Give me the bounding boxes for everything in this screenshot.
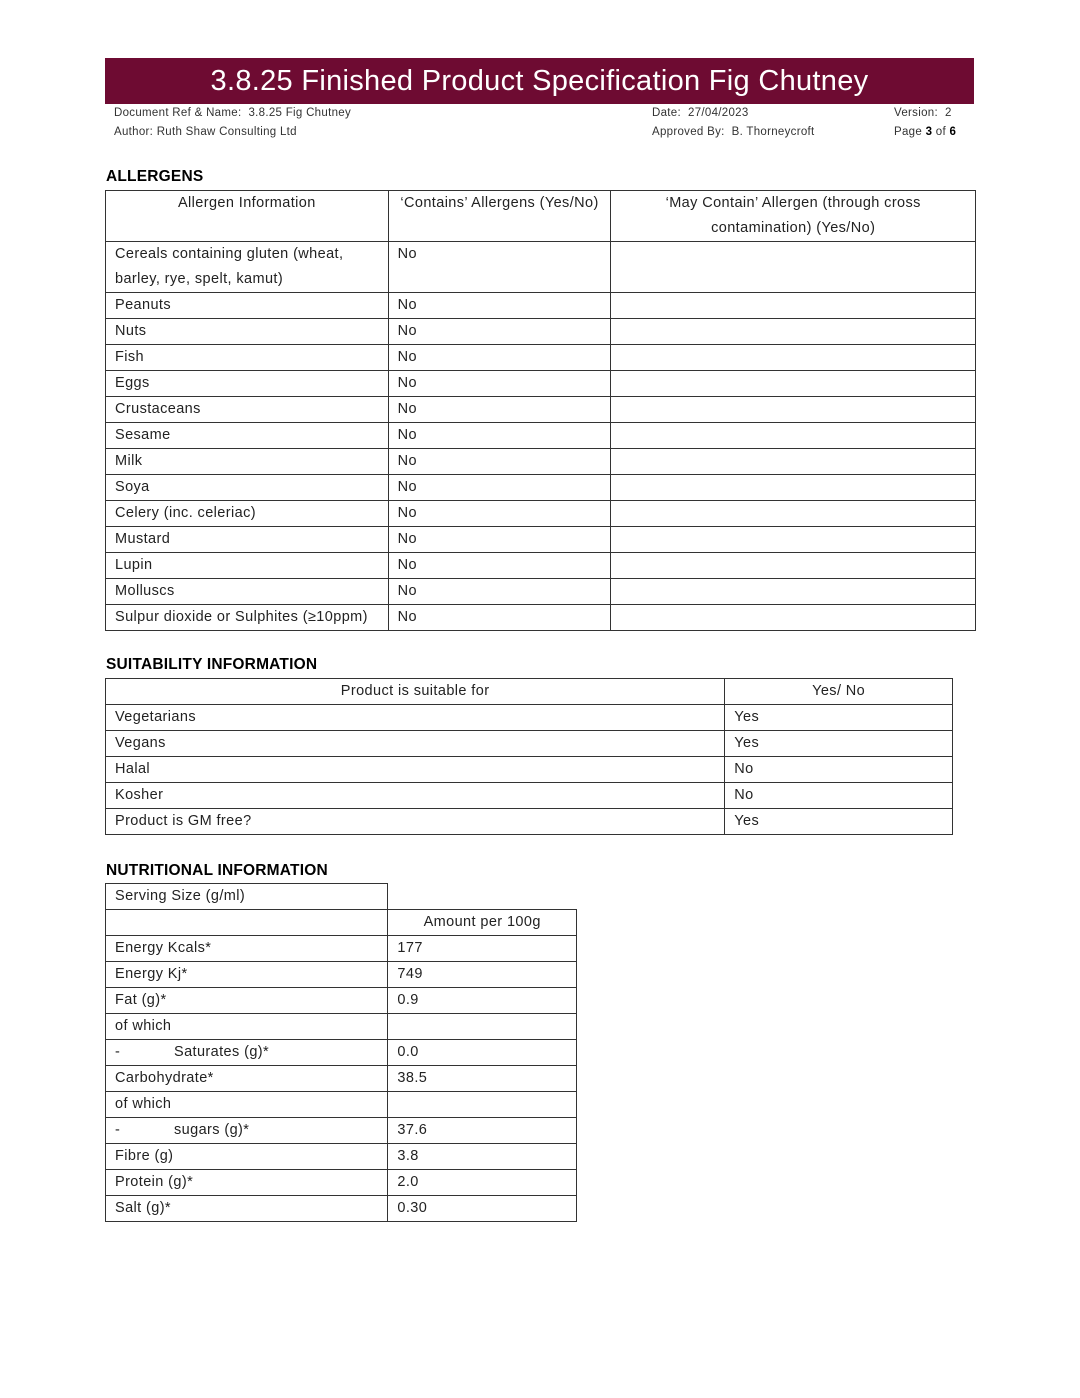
table-row <box>106 1118 577 1144</box>
page-of: of <box>935 126 946 138</box>
allergen-contains: No <box>388 553 611 579</box>
nutrient-label-cell <box>106 1144 388 1170</box>
nutrient-label-cell <box>106 1196 388 1222</box>
nutrient-label: Energy Kj* <box>115 966 188 982</box>
approved-by <box>652 126 815 138</box>
allergen-name: Crustaceans <box>106 397 389 423</box>
suitability-category: Vegans <box>106 731 725 757</box>
allergen-contains: No <box>388 605 611 631</box>
table-row <box>106 449 976 475</box>
allergens-table <box>105 190 976 631</box>
table-row <box>106 1196 577 1222</box>
table-row <box>106 936 577 962</box>
allergen-contains: No <box>388 423 611 449</box>
nutrient-label: Fibre (g) <box>115 1148 174 1164</box>
nutrient-label-cell <box>106 1040 388 1066</box>
nutrient-value: 38.5 <box>388 1066 577 1092</box>
nutrient-label: Salt (g)* <box>115 1200 171 1216</box>
doc-ref <box>114 107 351 119</box>
allergen-name: Fish <box>106 345 389 371</box>
nutrient-value <box>388 1092 577 1118</box>
nutrient-value: 0.30 <box>388 1196 577 1222</box>
allergen-may-contain <box>611 371 976 397</box>
allergen-contains: No <box>388 501 611 527</box>
table-row <box>106 809 953 835</box>
page-current: 3 <box>925 126 933 138</box>
author <box>114 126 297 138</box>
allergen-contains: No <box>388 371 611 397</box>
table-row <box>106 553 976 579</box>
table-row <box>106 731 953 757</box>
allergen-name: Mustard <box>106 527 389 553</box>
serving-size-empty <box>388 884 577 910</box>
allergen-may-contain <box>611 553 976 579</box>
allergen-name: Molluscs <box>106 579 389 605</box>
nutrient-label: Fat (g)* <box>115 992 167 1008</box>
suitability-value: No <box>725 757 953 783</box>
nutrient-label-cell <box>106 936 388 962</box>
nutrient-value: 0.9 <box>388 988 577 1014</box>
table-row <box>106 345 976 371</box>
table-row <box>106 988 577 1014</box>
allergen-contains: No <box>388 475 611 501</box>
nutrition-title: NUTRITIONAL INFORMATION <box>106 862 328 879</box>
allergen-may-contain <box>611 345 976 371</box>
allergen-name: Eggs <box>106 371 389 397</box>
allergen-name: Sulpur dioxide or Sulphites (≥10ppm) <box>106 605 389 631</box>
table-row <box>106 705 953 731</box>
suitability-category: Halal <box>106 757 725 783</box>
allergen-name: Cereals containing gluten (wheat, barley, rye, spelt, kamut) <box>106 242 389 293</box>
allergen-name: Celery (inc. celeriac) <box>106 501 389 527</box>
allergen-may-contain <box>611 605 976 631</box>
nutrient-label-cell <box>106 1092 388 1118</box>
nutrient-label-cell <box>106 988 388 1014</box>
allergen-may-contain <box>611 293 976 319</box>
table-row <box>106 475 976 501</box>
allergen-name: Sesame <box>106 423 389 449</box>
nutrient-label: sugars (g)* <box>174 1122 250 1138</box>
allergens-header-may-contain: ‘May Contain’ Allergen (through cross contamination) (Yes/No) <box>611 191 976 242</box>
nutrient-value: 749 <box>388 962 577 988</box>
table-row <box>106 783 953 809</box>
nutrient-label: of which <box>115 1018 172 1034</box>
suitability-title: SUITABILITY INFORMATION <box>106 656 318 673</box>
allergen-name: Soya <box>106 475 389 501</box>
allergens-header-contains: ‘Contains’ Allergens (Yes/No) <box>388 191 611 242</box>
indent-dash: - <box>115 1122 121 1138</box>
nutrient-label: of which <box>115 1096 172 1112</box>
version <box>894 107 952 119</box>
version-value: 2 <box>944 107 952 119</box>
allergens-title: ALLERGENS <box>106 168 204 185</box>
allergen-may-contain <box>611 423 976 449</box>
document-title: 3.8.25 Finished Product Specification Fig Chutney <box>105 58 974 104</box>
indent-dash: - <box>115 1044 121 1060</box>
nutrient-value <box>388 1014 577 1040</box>
nutrient-label-cell <box>106 962 388 988</box>
nutrient-label-cell <box>106 1170 388 1196</box>
table-row <box>106 242 976 293</box>
suitability-value: Yes <box>725 705 953 731</box>
nutrition-table <box>105 883 577 1222</box>
date-value: 27/04/2023 <box>688 107 749 119</box>
doc-ref-label: Document Ref & Name: <box>114 107 242 119</box>
allergen-contains: No <box>388 579 611 605</box>
allergen-contains: No <box>388 293 611 319</box>
table-row <box>106 1014 577 1040</box>
suitability-category: Vegetarians <box>106 705 725 731</box>
nutrient-value: 177 <box>388 936 577 962</box>
table-row <box>106 319 976 345</box>
allergen-contains: No <box>388 397 611 423</box>
approved-value: B. Thorneycroft <box>731 126 815 138</box>
nutrient-label: Energy Kcals* <box>115 940 212 956</box>
suitability-table <box>105 678 953 835</box>
allergen-may-contain <box>611 579 976 605</box>
table-row <box>106 579 976 605</box>
allergen-may-contain <box>611 397 976 423</box>
allergen-name: Lupin <box>106 553 389 579</box>
table-row <box>106 1170 577 1196</box>
table-row <box>106 962 577 988</box>
table-row <box>106 1040 577 1066</box>
table-row <box>106 293 976 319</box>
nutrient-label-cell <box>106 1118 388 1144</box>
page-total: 6 <box>949 126 957 138</box>
allergen-contains: No <box>388 319 611 345</box>
allergen-may-contain <box>611 475 976 501</box>
author-label: Author: <box>114 126 154 138</box>
page-number <box>894 126 956 138</box>
table-row <box>106 1144 577 1170</box>
author-value: Ruth Shaw Consulting Ltd <box>156 126 297 138</box>
doc-ref-value: 3.8.25 Fig Chutney <box>248 107 352 119</box>
table-row <box>106 371 976 397</box>
nutrient-value: 37.6 <box>388 1118 577 1144</box>
table-row <box>106 757 953 783</box>
nutrient-value: 2.0 <box>388 1170 577 1196</box>
allergen-may-contain <box>611 319 976 345</box>
nutrient-label: Carbohydrate* <box>115 1070 214 1086</box>
allergen-contains: No <box>388 527 611 553</box>
page-label: Page <box>894 126 923 138</box>
table-row <box>106 501 976 527</box>
allergen-name: Peanuts <box>106 293 389 319</box>
suitability-header-yes-no: Yes/ No <box>725 679 953 705</box>
allergen-name: Nuts <box>106 319 389 345</box>
allergen-contains: No <box>388 449 611 475</box>
nutrient-value: 3.8 <box>388 1144 577 1170</box>
table-row <box>106 397 976 423</box>
allergen-contains: No <box>388 242 611 293</box>
nutrient-label: Protein (g)* <box>115 1174 194 1190</box>
table-row <box>106 1092 577 1118</box>
nutrient-label-cell <box>106 1066 388 1092</box>
table-row <box>106 1066 577 1092</box>
nutrient-label-cell <box>106 1014 388 1040</box>
allergens-header-info: Allergen Information <box>106 191 389 242</box>
version-label: Version: <box>894 107 938 119</box>
nutrient-value: 0.0 <box>388 1040 577 1066</box>
suitability-header-suitable-for: Product is suitable for <box>106 679 725 705</box>
table-row <box>106 423 976 449</box>
amount-header-empty <box>106 910 388 936</box>
suitability-value: Yes <box>725 809 953 835</box>
allergen-may-contain <box>611 242 976 293</box>
nutrient-label: Saturates (g)* <box>174 1044 270 1060</box>
allergen-may-contain <box>611 527 976 553</box>
allergen-name: Milk <box>106 449 389 475</box>
allergen-may-contain <box>611 449 976 475</box>
table-row <box>106 605 976 631</box>
table-row <box>106 527 976 553</box>
suitability-value: No <box>725 783 953 809</box>
suitability-category: Kosher <box>106 783 725 809</box>
allergen-may-contain <box>611 501 976 527</box>
amount-header: Amount per 100g <box>388 910 577 936</box>
suitability-category: Product is GM free? <box>106 809 725 835</box>
serving-size-label: Serving Size (g/ml) <box>106 884 388 910</box>
allergen-contains: No <box>388 345 611 371</box>
date-label: Date: <box>652 107 681 119</box>
approved-label: Approved By: <box>652 126 725 138</box>
date <box>652 107 749 119</box>
suitability-value: Yes <box>725 731 953 757</box>
